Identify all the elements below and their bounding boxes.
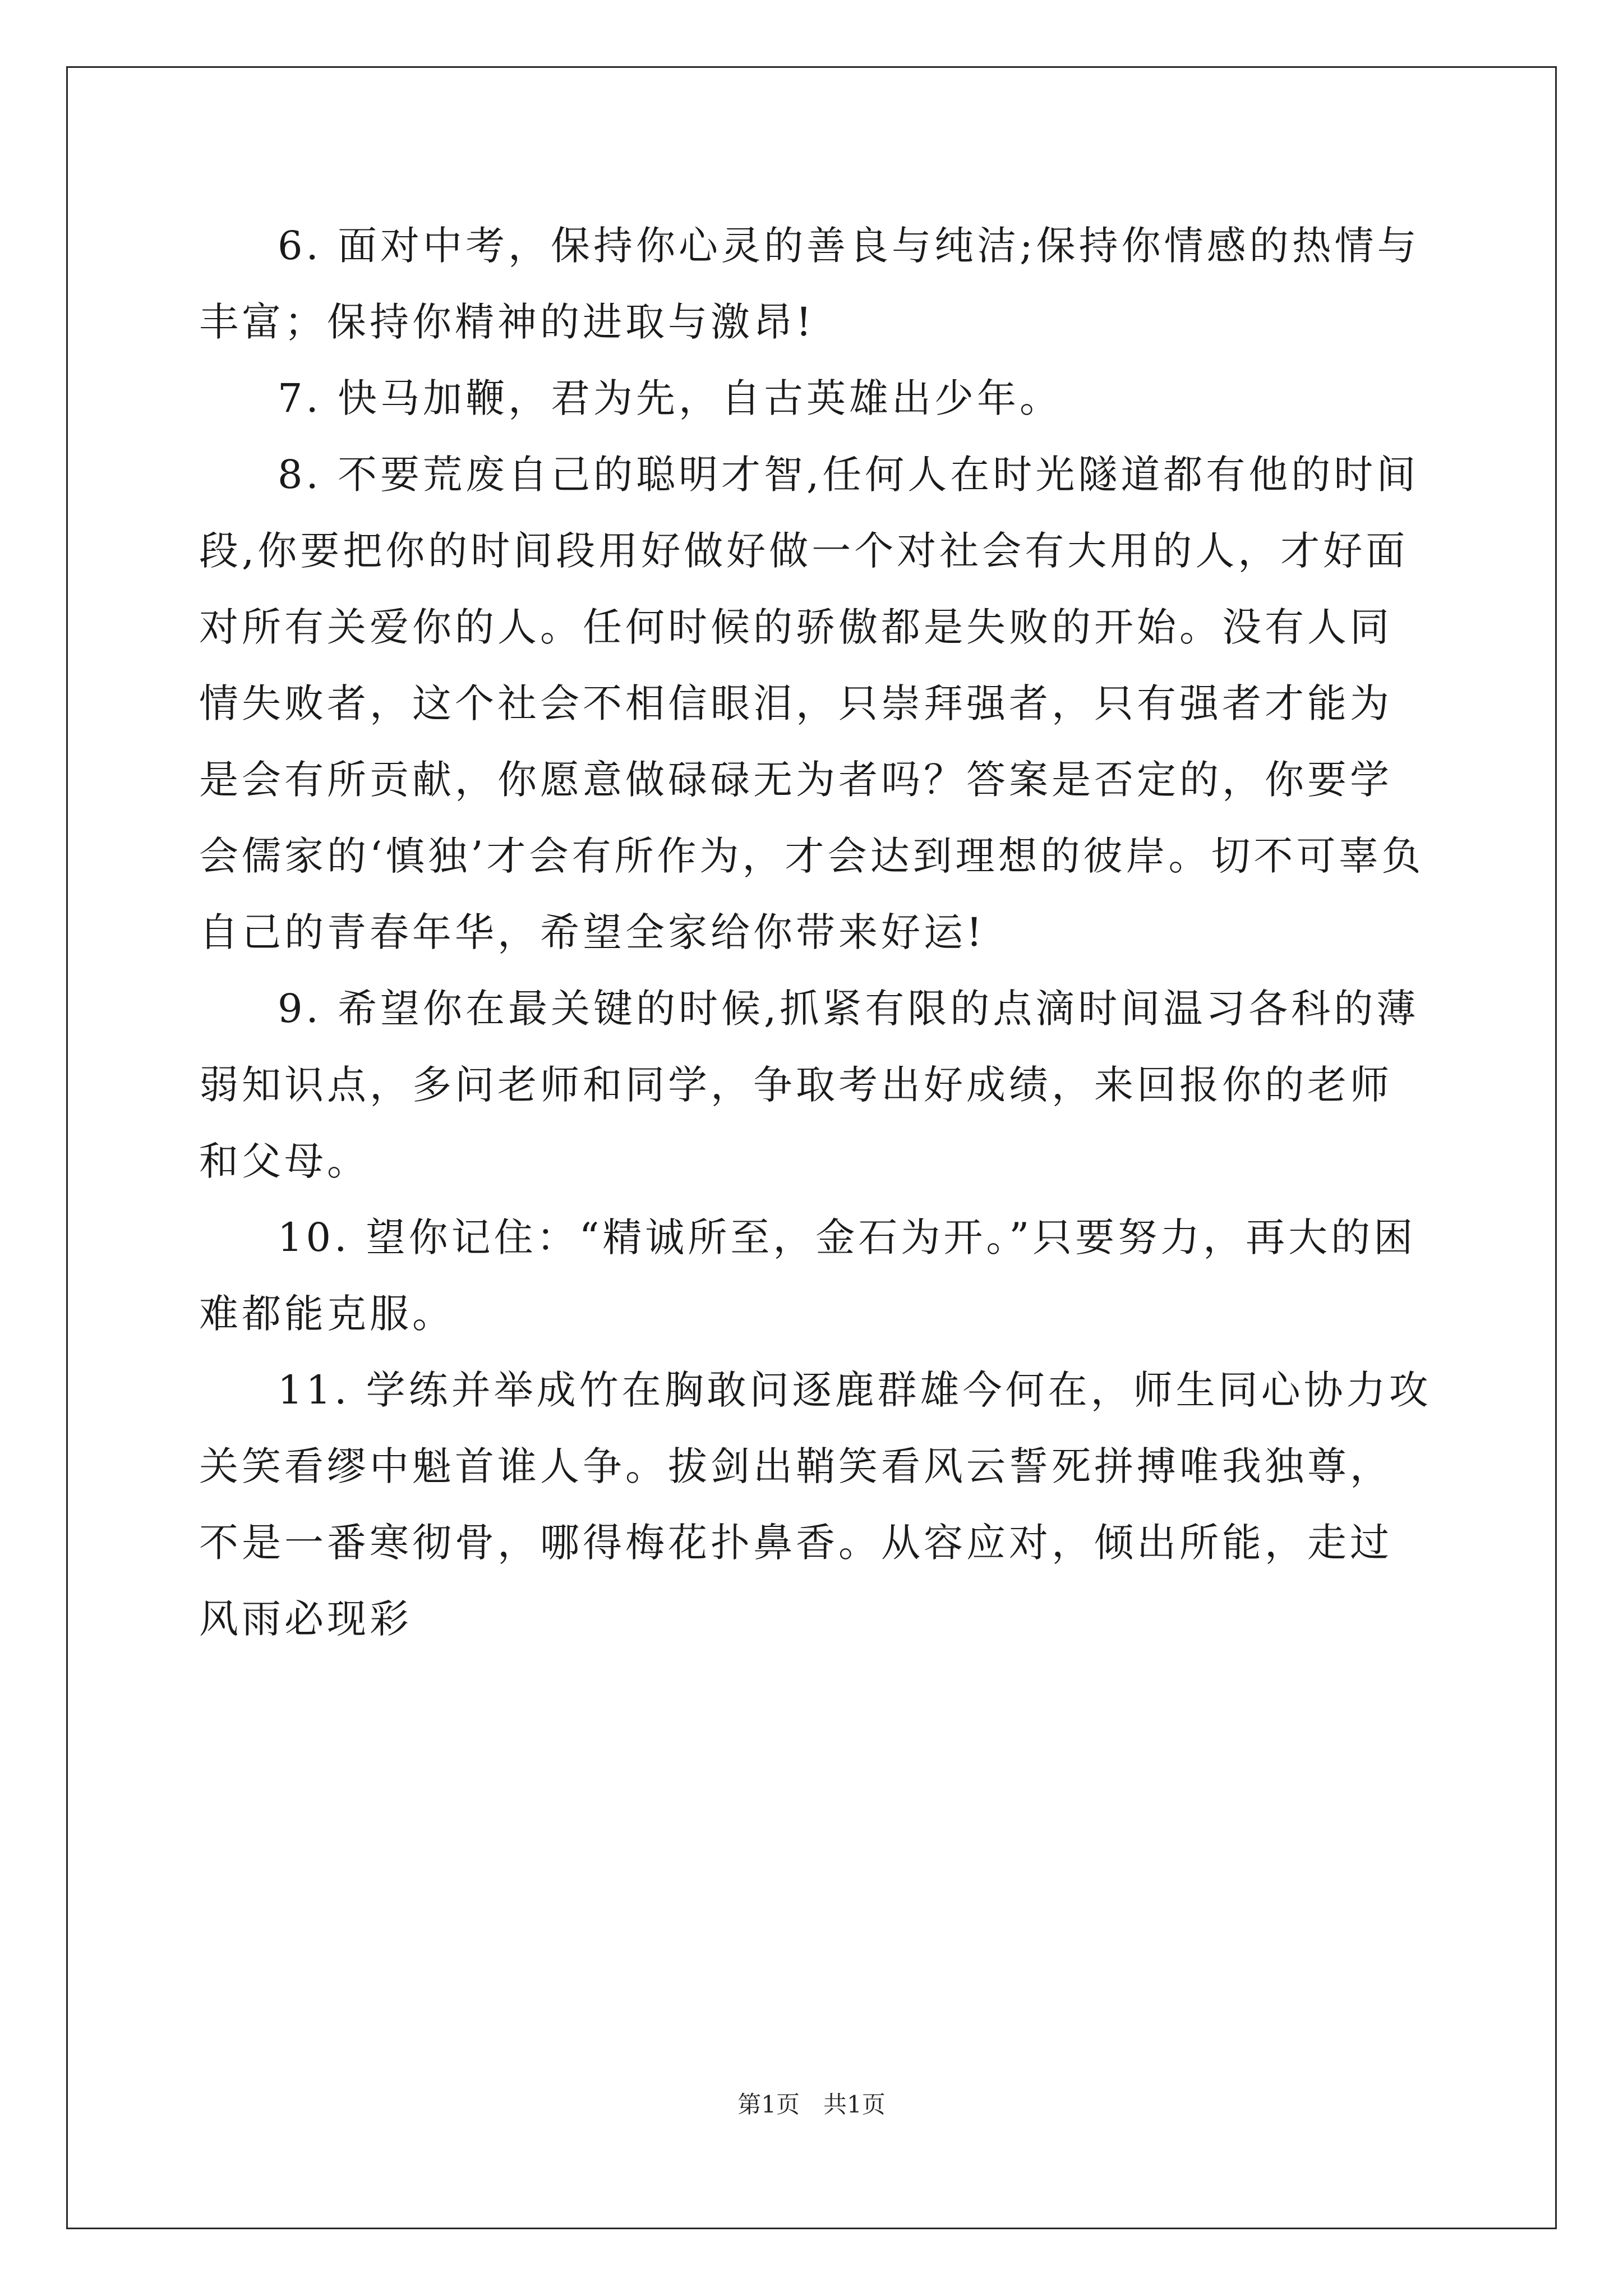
document-body	[199, 208, 1433, 1657]
page-footer: 第1页 共1页	[737, 2091, 886, 2118]
paragraph-item-10: 10. 望你记住：“精诚所至，金石为开。”只要努力，再大的困难都能克服。	[199, 1214, 1417, 1337]
paragraph-item-11: 11. 学练并举成竹在胸敢问逐鹿群雄今何在，师生同心协力攻关笑看缪中魁首谁人争。拔剑出鞘笑看风云誓死拼搏唯我独尊，不是一番寒彻骨，哪得梅花扑鼻香。从容应对，倾出所能，走过风雨必现彩	[199, 1367, 1432, 1642]
paragraph-item-6: 6. 面对中考，保持你心灵的善良与纯洁;保持你情感的热情与丰富；保持你精神的进取与激昂!	[199, 223, 1420, 345]
paragraph-item-9: 9. 希望你在最关键的时候,抓紧有限的点滴时间温习各科的薄弱知识点，多问老师和同学，争取考出好成绩，来回报你的老师和父母。	[199, 986, 1419, 1184]
paragraph-item-8: 8. 不要荒废自己的聪明才智,任何人在时光隧道都有他的时间段,你要把你的时间段用好做好做一个对社会有大用的人，才好面对所有关爱你的人。任何时候的骄傲都是失败的开始。没有人同情失败者，这个社会不相信眼泪，只崇拜强者，只有强者才能为是会有所贡献，你愿意做碌碌无为者吗？答案是否定的，你要学会儒家的‘慎独’才会有所作为，才会达到理想的彼岸。切不可辜负自己的青春年华，希望全家给你带来好运!	[199, 452, 1424, 955]
paragraph-item-7: 7. 快马加鞭，君为先，自古英雄出少年。	[278, 375, 1063, 421]
